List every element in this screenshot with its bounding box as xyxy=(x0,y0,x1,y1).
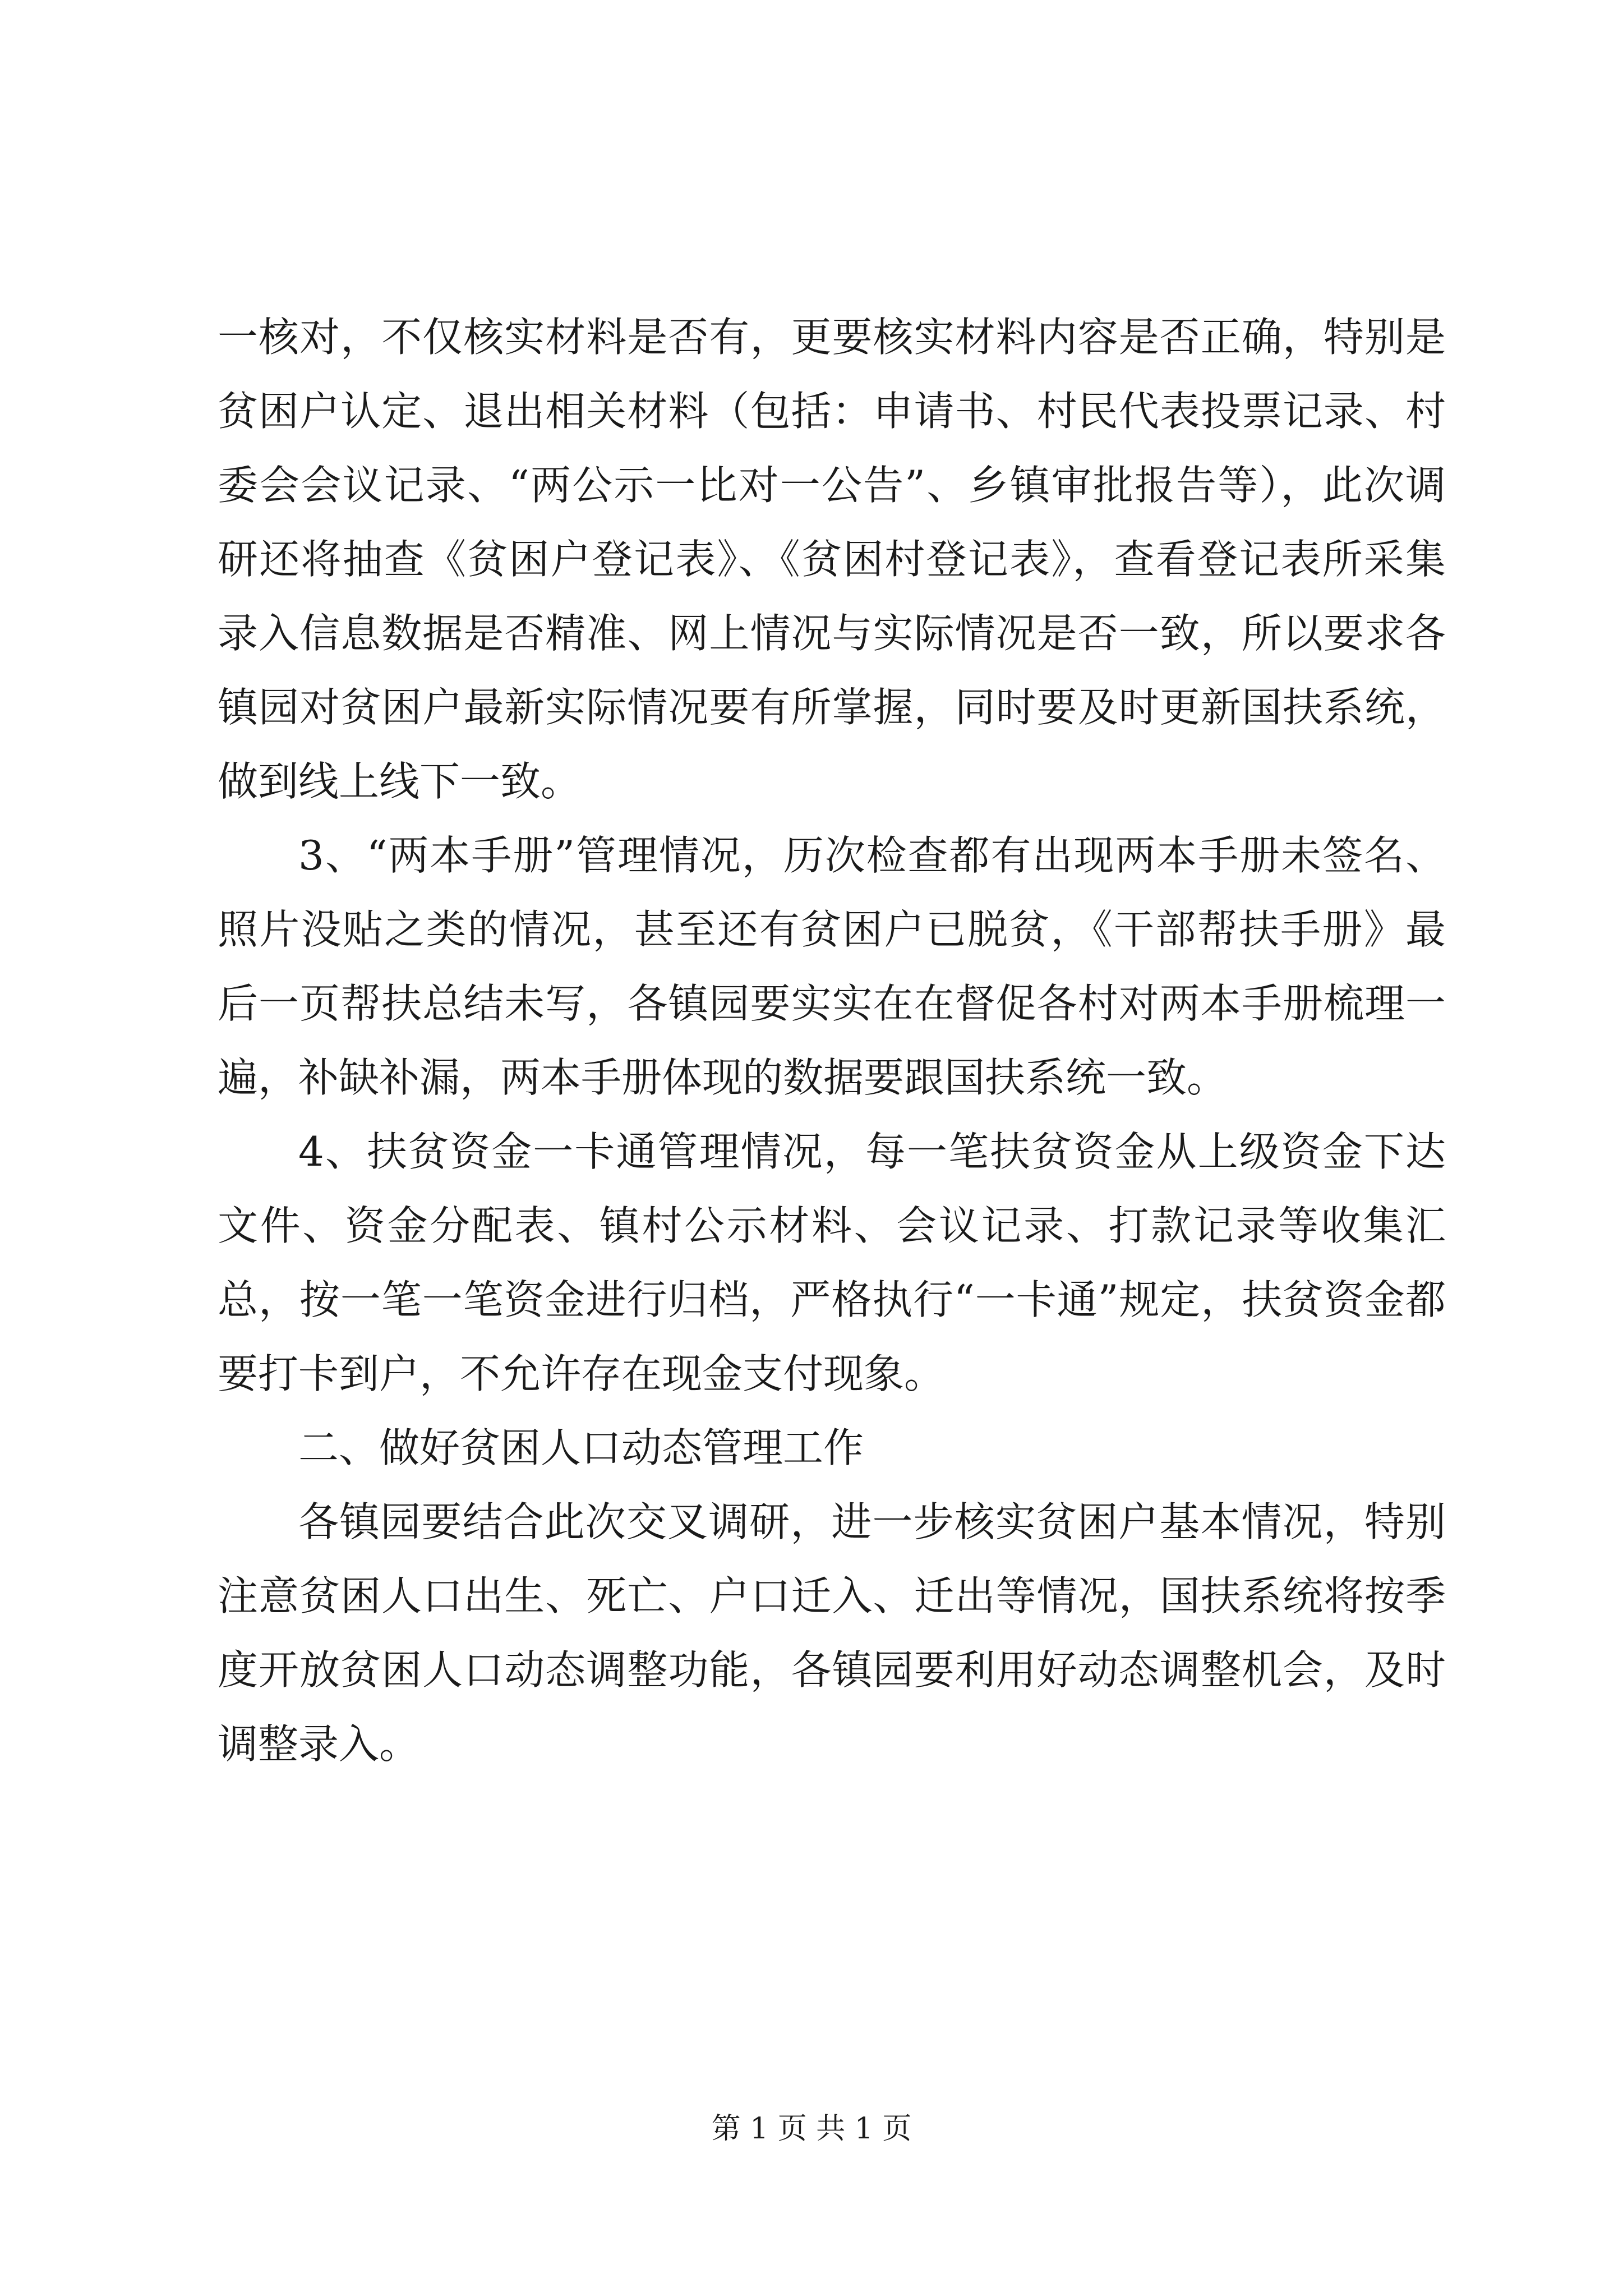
page-number-label: 第 1 页 共 1 页 xyxy=(711,2112,912,2146)
document-body xyxy=(218,300,1446,1781)
paragraph-two-handbooks: 3、“两本手册”管理情况，历次检查都有出现两本手册未签名、照片没贴之类的情况，甚至还有贫困户已脱贫，《干部帮扶手册》最后一页帮扶总结未写，各镇园要实实在在督促各村对两本手册梳理一遍，补缺补漏，两本手册体现的数据要跟国扶系统一致。 xyxy=(218,832,1446,1101)
paragraph-funds-one-card: 4、扶贫资金一卡通管理情况，每一笔扶贫资金从上级资金下达文件、资金分配表、镇村公示材料、会议记录、打款记录等收集汇总，按一笔一笔资金进行归档，严格执行“一卡通”规定，扶贫资金都要打卡到户，不允许存在现金支付现象。 xyxy=(218,1128,1446,1397)
section-heading-dynamic-management: 二、做好贫困人口动态管理工作 xyxy=(298,1424,864,1471)
paragraph-verification-materials: 一核对，不仅核实材料是否有，更要核实材料内容是否正确，特别是贫困户认定、退出相关材料（包括：申请书、村民代表投票记录、村委会会议记录、“两公示一比对一公告”、乡镇审批报告等），此次调研还将抽查《贫困户登记表》、《贫困村登记表》，查看登记表所采集录入信息数据是否精准、网上情况与实际情况是否一致，所以要求各镇园对贫困户最新实际情况要有所掌握，同时要及时更新国扶系统，做到线上线下一致。 xyxy=(218,314,1446,805)
page-footer xyxy=(0,2109,1623,2148)
paragraph-dynamic-adjustment: 各镇园要结合此次交叉调研，进一步核实贫困户基本情况，特别注意贫困人口出生、死亡、户口迁入、迁出等情况，国扶系统将按季度开放贫困人口动态调整功能，各镇园要利用好动态调整机会，及时调整录入。 xyxy=(218,1498,1446,1768)
